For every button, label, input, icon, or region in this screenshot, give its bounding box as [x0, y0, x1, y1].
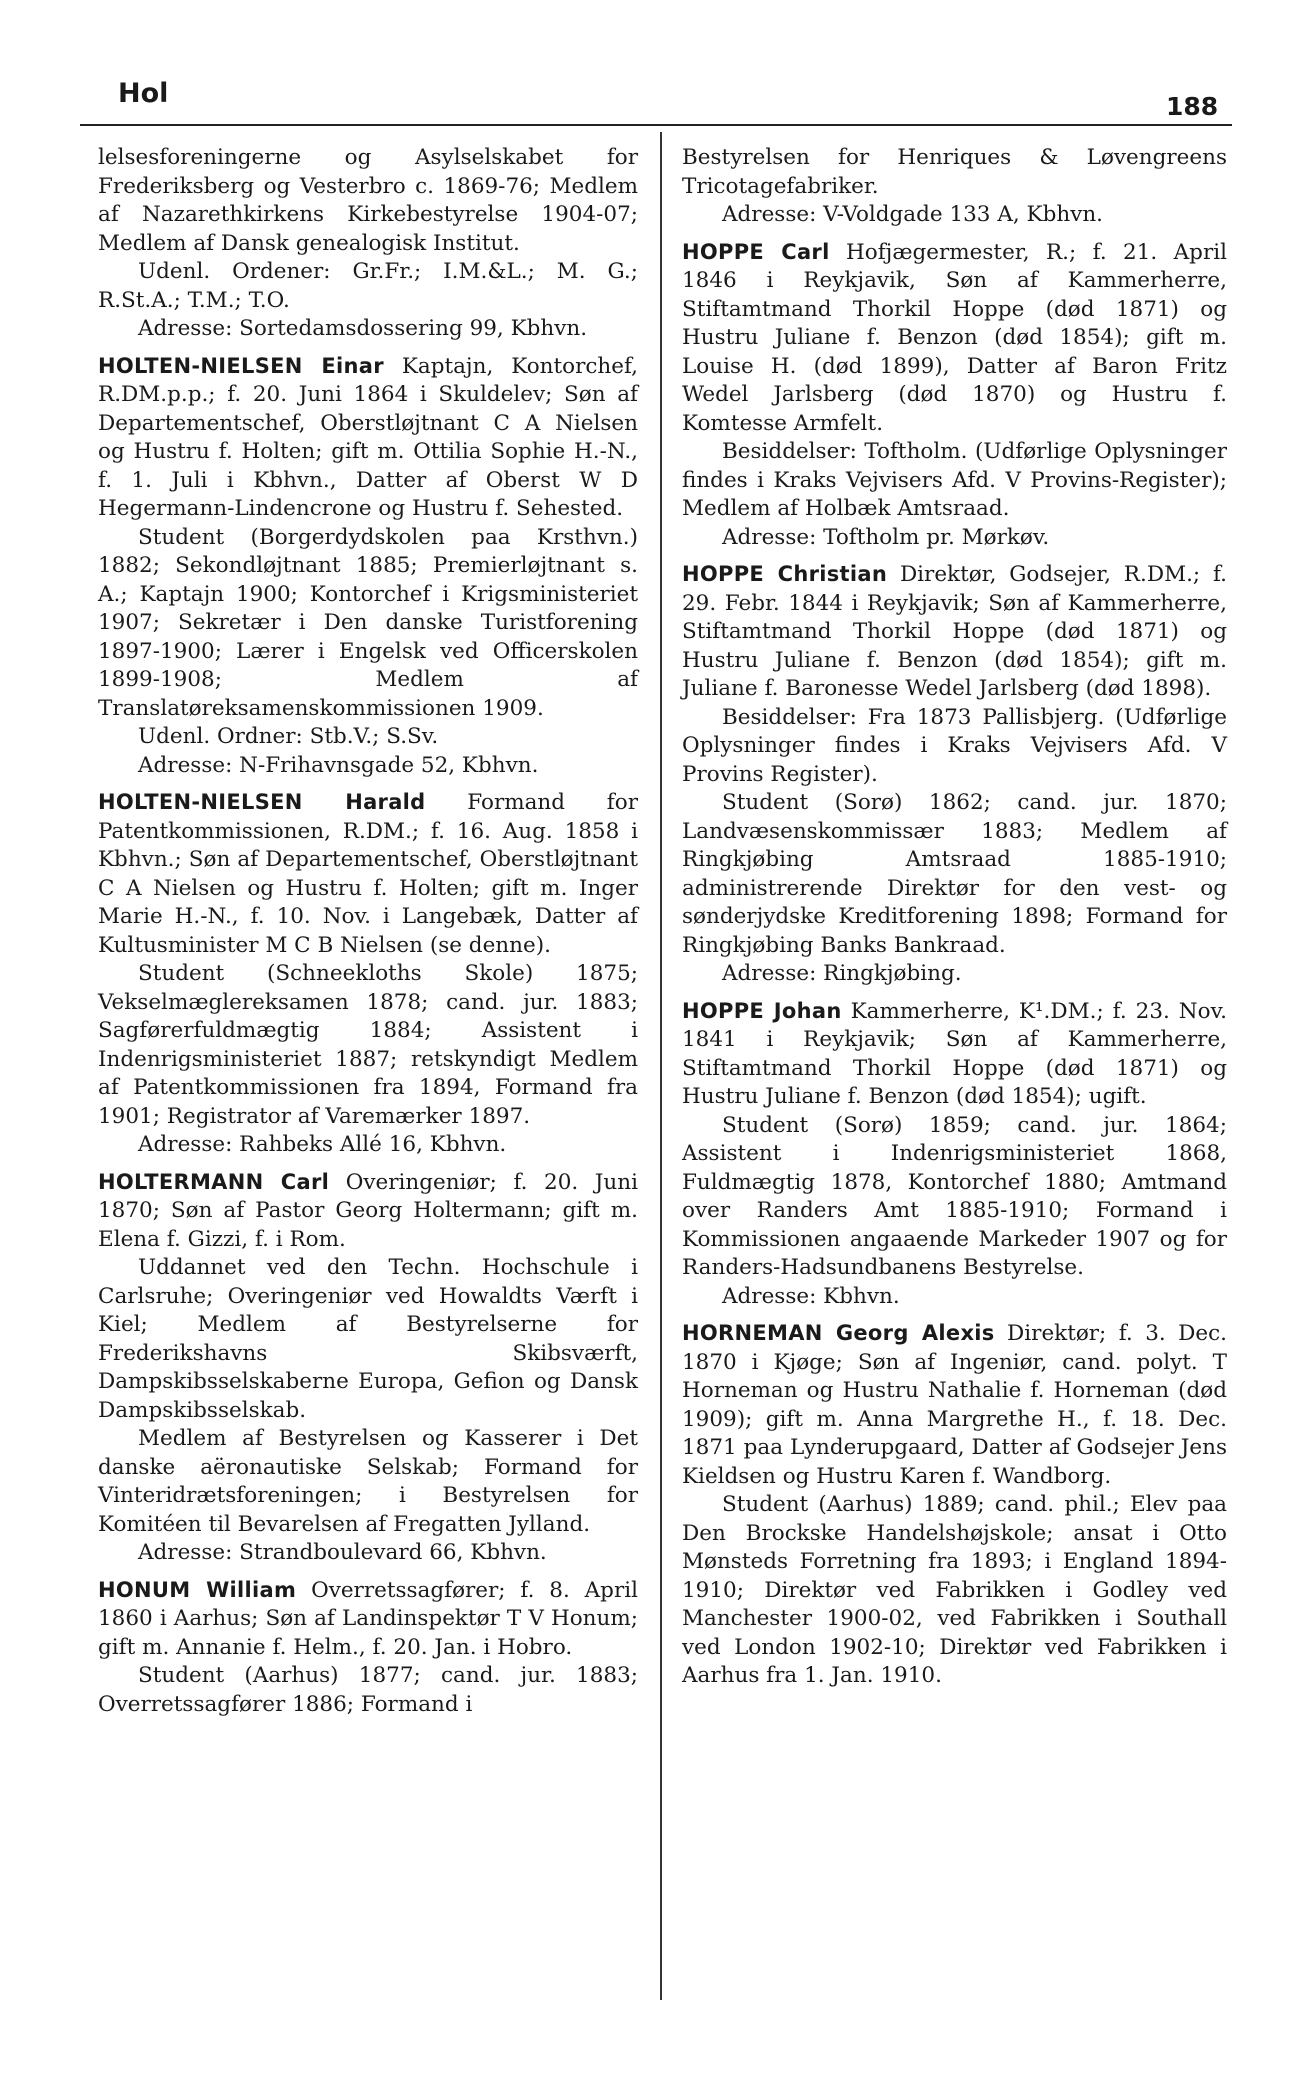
entry-paragraph: Adresse: Rahbeks Allé 16, Kbhvn.	[138, 1132, 507, 1157]
entry-text: Kammerherre, K¹.DM.; f. 23. Nov. 1841 i Reykjavik; Søn af Kammerherre, Stiftamtmand Thorkil Hoppe (død 1871) og Hustru Juliane f. Benzon (død 1854); ugift.	[682, 998, 1227, 1109]
entry-name: HOPPE Carl	[682, 239, 830, 264]
entry-paragraph: Udenl. Ordener: Gr.Fr.; I.M.&L.; M. G.; R.St.A.; T.M.; T.O.	[98, 259, 638, 313]
entry-paragraph: Student (Sorø) 1862; cand. jur. 1870; Landvæsenskommissær 1883; Medlem af Ringkjøbing Amtsraad 1885-1910; administrerende Direktør for den vest- og sønderjydske Kreditforening 1898; Formand for Ringkjøbing Banks Bankraad.	[682, 790, 1227, 958]
left-column	[98, 144, 638, 1719]
entry-paragraph: Student (Borgerdydskolen paa Krsthvn.) 1882; Sekondløjtnant 1885; Premierløjtnant s. A.; Kaptajn 1900; Kontorchef i Krigsministeriet 1907; Sekretær i Den danske Turistforening 1897-1900; Lærer i Engelsk ved Officerskolen 1899-1908; Medlem af Translatøreksamenskommissionen 1909.	[98, 524, 638, 721]
entry-paragraph: Adresse: Kbhvn.	[722, 1283, 900, 1309]
directory-entry	[98, 1576, 638, 1663]
entry-text: Formand for Patentkommissionen, R.DM.; f. 16. Aug. 1858 i Kbhvn.; Søn af Departementschef, Oberstløjtnant C A Nielsen og Hustru f. Holten; gift m. Inger Marie H.-N., f. 10. Nov. i Langebæk, Datter af Kultusminister M C B Nielsen (se denne).	[98, 790, 638, 958]
entry-name: HOLTERMANN Carl	[98, 1169, 330, 1194]
entry-paragraph: Adresse: Toftholm pr. Mørkøv.	[722, 524, 1050, 550]
column-divider	[660, 132, 662, 2000]
entry-text: Kaptajn, Kontorchef, R.DM.p.p.; f. 20. Juni 1864 i Skuldelev; Søn af Departementschef, Oberstløjtnant C A Nielsen og Hustru f. Holten; gift m. Ottilia Sophie H.-N., f. 1. Juli i Kbhvn., Datter af Oberst W D Hegermann-Lindencrone og Hustru f. Sehested.	[98, 353, 638, 521]
directory-entry	[682, 238, 1227, 439]
entry-paragraph: Student (Aarhus) 1877; cand. jur. 1883; Overretssagfører 1886; Formand i	[98, 1663, 638, 1717]
entry-paragraph: Adresse: Ringkjøbing.	[722, 961, 962, 986]
directory-entry	[98, 1168, 638, 1255]
entry-paragraph: Adresse: Strandboulevard 66, Kbhvn.	[138, 1540, 547, 1565]
entry-paragraph: Adresse: Sortedamsdossering 99, Kbhvn.	[138, 316, 588, 341]
directory-entry	[98, 352, 638, 524]
entry-text: Overingeniør; f. 20. Juni 1870; Søn af Pastor Georg Holtermann; gift m. Elena f. Gizzi, f. i Rom.	[98, 1169, 638, 1252]
continued-text: Bestyrelsen for Henriques & Løvengreens Tricotagefabriker.	[682, 145, 1227, 199]
right-column	[682, 144, 1227, 1691]
entry-text: Direktør; f. 3. Dec. 1870 i Kjøge; Søn af Ingeniør, cand. polyt. T Horneman og Hustru Nathalie f. Horneman (død 1909); gift m. Anna Margrethe H., f. 18. Dec. 1871 paa Lynderupgaard, Datter af Godsejer Jens Kieldsen og Hustru Karen f. Wandborg.	[682, 1321, 1227, 1489]
directory-entry	[682, 560, 1227, 704]
entry-paragraph: Adresse: V-Voldgade 133 A, Kbhvn.	[722, 202, 1104, 227]
entry-name: HOPPE Johan	[682, 998, 842, 1023]
directory-entry	[98, 788, 638, 960]
entry-paragraph: Besiddelser: Toftholm. (Udførlige Oplysninger findes i Kraks Vejvisers Afd. V Provins-Register); Medlem af Holbæk Amtsraad.	[682, 439, 1227, 521]
entry-name: HOLTEN-NIELSEN Harald	[98, 790, 426, 814]
entry-paragraph: Medlem af Bestyrelsen og Kasserer i Det danske aëronautiske Selskab; Formand for Vinteridrætsforeningen; i Bestyrelsen for Komitéen til Bevarelsen af Fregatten Jylland.	[98, 1426, 638, 1537]
entry-paragraph: Adresse: N-Frihavnsgade 52, Kbhvn.	[138, 752, 539, 778]
entry-paragraph: Besiddelser: Fra 1873 Pallisbjerg. (Udførlige Oplysninger findes i Kraks Vejvisers Afd. V Provins Register).	[682, 704, 1227, 787]
running-head: Hol	[118, 78, 169, 109]
entry-name: HONUM William	[98, 1577, 297, 1602]
entry-paragraph: Uddannet ved den Techn. Hochschule i Carlsruhe; Overingeniør ved Howaldts Værft i Kiel; Medlem af Bestyrelserne for Frederikshavns Skibsværft, Dampskibsselskaberne Europa, Gefion og Dansk Dampskibsselskab.	[98, 1255, 638, 1423]
entry-paragraph: Student (Sorø) 1859; cand. jur. 1864; Assistent i Indenrigsministeriet 1868, Fuldmægtig 1878, Kontorchef 1880; Amtmand over Randers Amt 1885-1910; Formand i Kommissionen angaaende Markeder 1907 og for Randers-Hadsundbanens Bestyrelse.	[682, 1112, 1227, 1280]
entry-text: Overretssagfører; f. 8. April 1860 i Aarhus; Søn af Landinspektør T V Honum; gift m. Annanie f. Helm., f. 20. Jan. i Hobro.	[98, 1577, 638, 1660]
continued-text: lelsesforeningerne og Asylselskabet for Frederiksberg og Vesterbro c. 1869-76; Medlem af Nazarethkirkens Kirkebestyrelse 1904-07; Medlem af Dansk genealogisk Institut.	[98, 145, 638, 256]
entry-name: HOLTEN-NIELSEN Einar	[98, 353, 384, 378]
entry-text: Hofjægermester, R.; f. 21. April 1846 i Reykjavik, Søn af Kammerherre, Stiftamtmand Thorkil Hoppe (død 1871) og Hustru Juliane f. Benzon (død 1854); gift m. Louise H. (død 1899), Datter af Baron Fritz Wedel Jarlsberg (død 1870) og Hustru f. Komtesse Armfelt.	[682, 239, 1227, 436]
entry-text: Direktør, Godsejer, R.DM.; f. 29. Febr. 1844 i Reykjavik; Søn af Kammerherre, Stiftamtmand Thorkil Hoppe (død 1871) og Hustru Juliane f. Benzon (død 1854); gift m. Juliane f. Baronesse Wedel Jarlsberg (død 1898).	[682, 562, 1227, 701]
entry-paragraph: Student (Aarhus) 1889; cand. phil.; Elev paa Den Brockske Handelshøjskole; ansat i Otto Mønsteds Forretning fra 1893; i England 1894-1910; Direktør ved Fabrikken i Godley ved Manchester 1900-02, ved Fabrikken i Southall ved London 1902-10; Direktør ved Fabrikken i Aarhus fra 1. Jan. 1910.	[682, 1492, 1227, 1688]
entry-paragraph: Udenl. Ordner: Stb.V.; S.Sv.	[138, 724, 439, 749]
directory-entry	[682, 997, 1227, 1112]
entry-name: HORNEMAN Georg Alexis	[682, 1321, 995, 1345]
header-rule	[80, 124, 1232, 126]
page-number: 188	[1166, 92, 1219, 121]
entry-paragraph: Student (Schneekloths Skole) 1875; Vekselmæglereksamen 1878; cand. jur. 1883; Sagførerfuldmægtig 1884; Assistent i Indenrigsministeriet 1887; retskyndigt Medlem af Patentkommissionen fra 1894, Formand fra 1901; Registrator af Varemærker 1897.	[98, 961, 638, 1129]
directory-entry	[682, 1319, 1227, 1491]
entry-name: HOPPE Christian	[682, 562, 888, 586]
